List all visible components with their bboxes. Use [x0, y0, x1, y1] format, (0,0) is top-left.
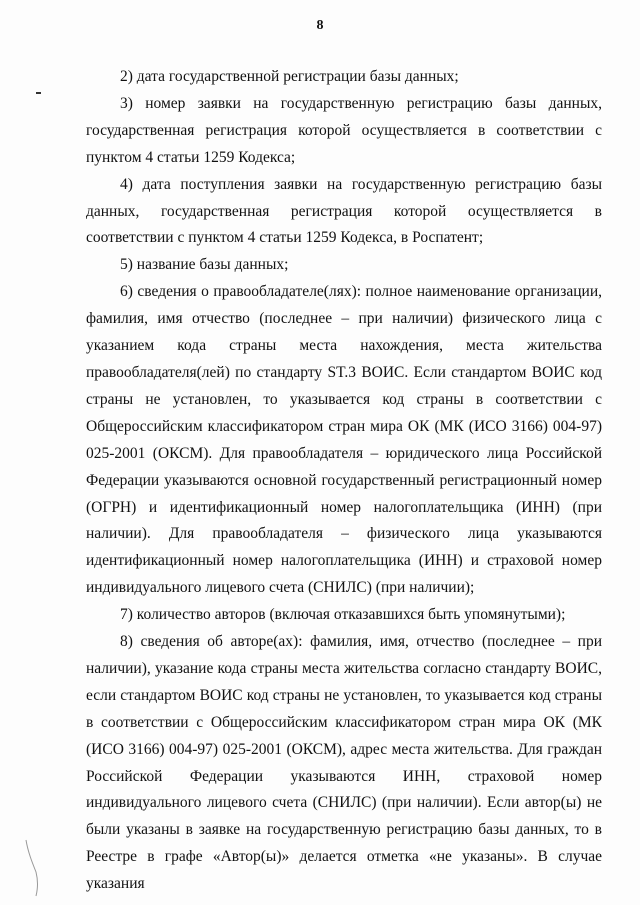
paragraph-item-7: 7) количество авторов (включая отказавшихся быть упомянутыми); — [120, 606, 566, 624]
paragraph-item-6: 6) сведения о правообладателе(лях): полное наименование организации, фамилия, имя отчество (последнее – при наличии) физического лица с указанием кода страны места нахождения, места жительства правообладателя(лей) по стандарту ST.3 ВОИС. Если стандартом ВОИС код страны не установлен, то указывается код страны в соответствии с Общероссийским классификатором стран мира ОК (МК (ИСО 3166) 004-97) 025-2001 (ОКСМ). Для правообладателя – юридического лица Российской Федерации указываются основной государственный регистрационный номер (ОГРН) и идентификационный номер налогоплательщика (ИНН) (при наличии). Для правообладателя – физического лица указываются идентификационный номер налогоплательщика (ИНН) и страховой номер индивидуального лицевого счета (СНИЛС) (при наличии); — [86, 283, 602, 597]
paragraph-item-3: 3) номер заявки на государственную регистрацию базы данных, государственная регистрация которой осуществляется в соответствии с пунктом 4 статьи 1259 Кодекса; — [86, 94, 602, 166]
paragraph-item-4: 4) дата поступления заявки на государственную регистрацию базы данных, государственная регистрация которой осуществляется в соответствии с пунктом 4 статьи 1259 Кодекса, в Роспатент; — [86, 175, 602, 247]
paragraph-item-8: 8) сведения об авторе(ах): фамилия, имя, отчество (последнее – при наличии), указание кода страны места жительства согласно стандарту ВОИС, если стандартом ВОИС код страны не установлен, то указывается код страны в соответствии с Общероссийским классификатором стран мира ОК (МК (ИСО 3166) 004-97) 025-2001 (ОКСМ), адрес места жительства. Для граждан Российской Федерации указываются ИНН, страховой номер индивидуального лицевого счета (СНИЛС) (при наличии). Если автор(ы) не были указаны в заявке на государственную регистрацию базы данных, то в Реестре в графе «Автор(ы)» делается отметка «не указаны». В случае указания — [86, 633, 602, 893]
page-number: 8 — [316, 18, 324, 33]
document-body — [86, 64, 602, 898]
paragraph-item-5: 5) название базы данных; — [120, 256, 289, 274]
paragraph-item-2: 2) дата государственной регистрации базы данных; — [120, 68, 459, 85]
margin-mark — [36, 92, 41, 94]
scan-artifact-mark — [22, 838, 52, 898]
